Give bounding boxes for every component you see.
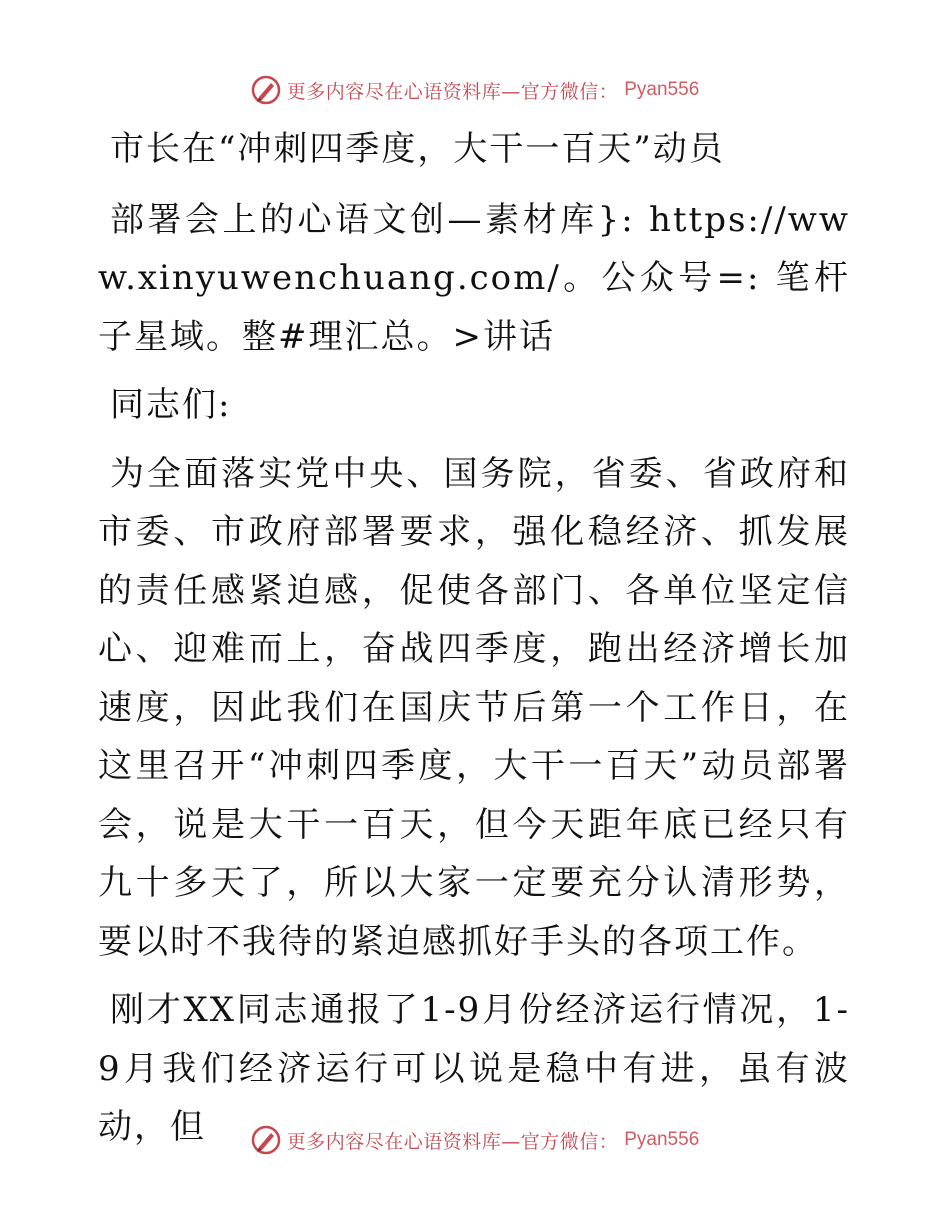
pen-logo-icon xyxy=(251,1125,281,1155)
footer-watermark-banner xyxy=(0,1120,950,1160)
document-title-line-2: 部署会上的心语文创—素材库}: https://www.xinyuwenchuang.com/。公众号=: 笔杆子星域。整#理汇总。>讲话 xyxy=(98,199,850,357)
document-body xyxy=(98,120,850,1167)
document-title-line-1: 市长在“冲刺四季度，大干一百天”动员 xyxy=(110,129,725,169)
banner-text: 更多内容尽在心语资料库—官方微信： xyxy=(286,80,619,103)
body-paragraph-2: 刚才XX同志通报了1-9月份经济运行情况，1-9月我们经济运行可以说是稳中有进，虽有波动，但 xyxy=(98,990,850,1147)
pen-logo-icon xyxy=(251,75,281,105)
salutation: 同志们: xyxy=(110,385,232,425)
banner-wechat-id: Pyan556 xyxy=(624,1129,700,1150)
body-paragraph-1: 为全面落实党中央、国务院，省委、省政府和市委、市政府部署要求，强化稳经济、抓发展的责任感紧迫感，促使各部门、各单位坚定信心、迎难而上，奋战四季度，跑出经济增长加速度，因此我们在国庆节后第一个工作日，在这里召开“冲刺四季度，大干一百天”动员部署会，说是大干一百天，但今天距年底已经只有九十多天了，所以大家一定要充分认清形势，要以时不我待的紧迫感抓好手头的各项工作。 xyxy=(98,453,850,962)
header-watermark-banner xyxy=(0,70,950,110)
banner-text: 更多内容尽在心语资料库—官方微信： xyxy=(286,1130,619,1153)
banner-wechat-id: Pyan556 xyxy=(624,79,700,100)
